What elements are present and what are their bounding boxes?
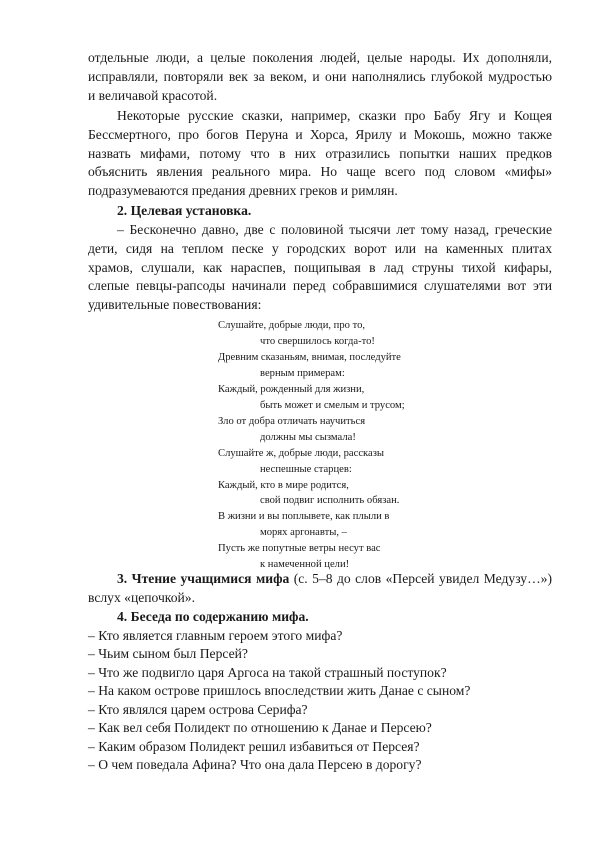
list-item: – О чем поведала Афина? Что она дала Персею в дорогу? xyxy=(88,757,422,773)
poem-line: Древним сказаньям, внимая, последуйте xyxy=(218,351,401,363)
poem-line: должны мы сызмала! xyxy=(260,431,356,443)
question-list xyxy=(88,627,552,775)
section-title: 2. Целевая установка. xyxy=(117,203,252,218)
text-line: Некоторые русские сказки, например, сказки про Бабу Ягу и Кощея xyxy=(117,108,552,123)
section-2-heading xyxy=(117,202,552,221)
text-line: удивительные повествования: xyxy=(88,297,262,313)
poem-line: быть может и смелым и трусом; xyxy=(260,399,405,411)
poem-line: к намеченной цели! xyxy=(260,559,350,571)
list-item: – Чьим сыном был Персей? xyxy=(88,646,248,662)
text-line: объяснить явления реального мира. Но чаще всего под словом «мифы» xyxy=(88,164,552,180)
poem-line: верным примерам: xyxy=(260,367,345,379)
poem-line: морях аргонавты, – xyxy=(260,527,347,539)
text-line: назвать мифами, потому что в них отразились попытки наших предков xyxy=(88,145,552,161)
text-line: Бессмертного, про богов Перуна и Хорса, Ярилу и Мокошь, можно также xyxy=(88,126,552,142)
list-item: – Как вел себя Полидект по отношению к Данае и Персею? xyxy=(88,720,432,736)
text-line: дети, сидя на теплом песке у городских ворот или на каменных плитах xyxy=(88,240,552,256)
text-line: подразумеваются предания древних греков и римлян. xyxy=(88,183,398,199)
section-text: (с. 5–8 до слов «Персей увидел Медузу…») xyxy=(289,571,552,586)
poem-line: Пусть же попутные ветры несут вас xyxy=(218,543,381,555)
section-title: 3. Чтение учащимися мифа xyxy=(117,571,290,586)
text-line xyxy=(88,570,552,589)
poem-line: Слушайте ж, добрые люди, рассказы xyxy=(218,447,385,459)
section-title: 4. Беседа по содержанию мифа. xyxy=(117,609,309,624)
text-line: и величавой красотой. xyxy=(88,87,218,103)
text-line: вслух «цепочкой». xyxy=(88,589,195,605)
text-line: слепые певцы-рапсоды начинали перед собравшимися слушателями вот эти xyxy=(88,278,552,294)
text-line: – Бесконечно давно, две с половиной тысячи лет тому назад, греческие xyxy=(117,222,552,237)
list-item: – Кто являлся царем острова Серифа? xyxy=(88,701,308,717)
text-line: исправляли, повторяли век за веком, и они наполнялись глубокой мудростью xyxy=(88,68,552,84)
paragraph-3 xyxy=(88,221,552,315)
poem-line: Каждый, кто в мире родится, xyxy=(218,479,349,491)
poem-line: неспешные старцев: xyxy=(260,463,352,475)
poem-line: Слушайте, добрые люди, про то, xyxy=(218,320,366,331)
list-item: – Каким образом Полидект решил избавиться от Персея? xyxy=(88,738,420,754)
paragraph-1 xyxy=(88,49,552,105)
paragraph-2 xyxy=(88,107,552,201)
section-4-heading xyxy=(117,608,552,627)
poem-line: В жизни и вы поплывете, как плыли в xyxy=(218,511,390,523)
poem-line: свой подвиг исполнить обязан. xyxy=(260,495,400,507)
text-line: отдельные люди, а целые поколения людей, целые народы. Их дополняли, xyxy=(88,50,552,65)
list-item: – Кто является главным героем этого мифа? xyxy=(88,628,343,643)
text-line: храмов, слушали, как нараспев, пощипывая в лад струны тихой кифары, xyxy=(88,259,552,275)
poem-line: Зло от добра отличать научиться xyxy=(218,415,366,427)
list-item: – На каком острове пришлось впоследствии жить Данае с сыном? xyxy=(88,683,471,699)
list-item: – Что же подвигло царя Аргоса на такой страшный поступок? xyxy=(88,664,447,680)
poem xyxy=(218,318,405,573)
section-3 xyxy=(88,570,552,608)
poem-line: Каждый, рожденный для жизни, xyxy=(218,383,365,395)
poem-line: что свершилось когда-то! xyxy=(260,335,375,347)
